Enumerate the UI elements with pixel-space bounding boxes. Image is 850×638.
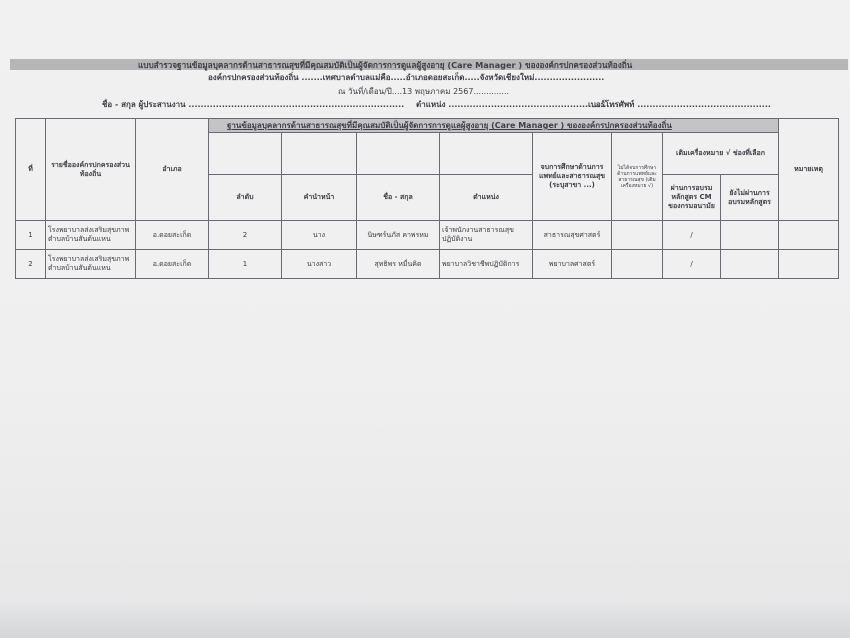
cell-trained: / xyxy=(663,221,721,250)
header-not-trained: ยังไม่ผ่านการอบรมหลักสูตร xyxy=(721,175,779,221)
cell-district: อ.ดอยสะเก็ด xyxy=(136,250,209,279)
header-district: อำเภอ xyxy=(136,119,209,221)
cell-seq: 2 xyxy=(209,221,282,250)
header-blank-3 xyxy=(357,133,440,175)
header-blank-4 xyxy=(440,133,533,175)
cell-position: พยาบาลวิชาชีพปฏิบัติการ xyxy=(440,250,533,279)
survey-table xyxy=(15,118,839,279)
cell-no: 2 xyxy=(16,250,46,279)
header-no: ที่ xyxy=(16,119,46,221)
cell-no: 1 xyxy=(16,221,46,250)
banner-text: ฐานข้อมูลบุคลากรด้านสาธารณสุขที่มีคุณสมบัติเป็นผู้จัดการการดูแลผู้สูงอายุ (Care Manager ) ขององค์กรปกครองส่วนท้องถิ่น xyxy=(227,121,672,130)
position-field: ตำแหน่ง ....................................................... xyxy=(416,100,616,109)
cell-district: อ.ดอยสะเก็ด xyxy=(136,221,209,250)
cell-prefix: นางสาว xyxy=(282,250,357,279)
cell-position: เจ้าพนักงานสาธารณสุขปฏิบัติงาน xyxy=(440,221,533,250)
cell-not-graduated xyxy=(612,221,663,250)
cell-org: โรงพยาบาลส่งเสริมสุขภาพตำบลบ้านสันต้นแหน xyxy=(46,250,136,279)
cell-education: สาธารณสุขศาสตร์ xyxy=(533,221,612,250)
table-row xyxy=(16,221,839,250)
cell-remark xyxy=(779,221,839,250)
cell-not-trained xyxy=(721,221,779,250)
cell-name: สุทธิพร หมื่นคิด xyxy=(357,250,440,279)
cell-seq: 1 xyxy=(209,250,282,279)
table-row xyxy=(16,250,839,279)
coordinator-field: ชื่อ - สกุล ผู้ประสานงาน ....................................................................... xyxy=(102,100,405,109)
form-title: แบบสำรวจฐานข้อมูลบุคลากรด้านสาธารณสุขที่มีคุณสมบัติเป็นผู้จัดการการดูแลผู้สูงอายุ (Care Manager ) ขององค์กรปกครองส่วนท้องถิ่น xyxy=(138,60,633,70)
table-banner xyxy=(209,119,779,133)
header-not-graduated: ไม่ได้จบการศึกษาด้านการแพทย์และสาธารณสุข (เติมเครื่องหมาย √) xyxy=(612,133,663,221)
cell-education: พยาบาลศาสตร์ xyxy=(533,250,612,279)
date-line: ณ วันที่/เดือน/ปี....13 พฤษภาคม 2567.............. xyxy=(338,87,510,96)
header-name: ชื่อ - สกุล xyxy=(357,175,440,221)
cell-org: โรงพยาบาลส่งเสริมสุขภาพตำบลบ้านสันต้นแหน xyxy=(46,221,136,250)
header-blank-2 xyxy=(282,133,357,175)
header-education: จบการศึกษาด้านการแพทย์และสาธารณสุข (ระบุสาขา ...) xyxy=(533,133,612,221)
header-org: รายชื่อองค์กรปกครองส่วนท้องถิ่น xyxy=(46,119,136,221)
cell-prefix: นาง xyxy=(282,221,357,250)
org-line: องค์กรปกครองส่วนท้องถิ่น .......เทศบาลตำบลแม่คือ.....อำเภอดอยสะเก็ด.....จังหวัดเชียงใหม่....................... xyxy=(208,73,605,82)
header-mark-group: เติมเครื่องหมาย √ ช่องที่เลือก xyxy=(663,133,779,175)
header-blank-1 xyxy=(209,133,282,175)
cell-remark xyxy=(779,250,839,279)
cell-not-trained xyxy=(721,250,779,279)
header-seq: ลำดับ xyxy=(209,175,282,221)
page-shadow xyxy=(0,598,850,638)
cell-not-graduated xyxy=(612,250,663,279)
phone-field: เบอร์โทรศัพท์ ............................................ xyxy=(588,100,771,109)
header-prefix: คำนำหน้า xyxy=(282,175,357,221)
header-trained: ผ่านการอบรมหลักสูตร CM ของกรมอนามัย xyxy=(663,175,721,221)
cell-name: นิษฑร์นภัส คาพรหม xyxy=(357,221,440,250)
header-position: ตำแหน่ง xyxy=(440,175,533,221)
cell-trained: / xyxy=(663,250,721,279)
header-remark: หมายเหตุ xyxy=(779,119,839,221)
